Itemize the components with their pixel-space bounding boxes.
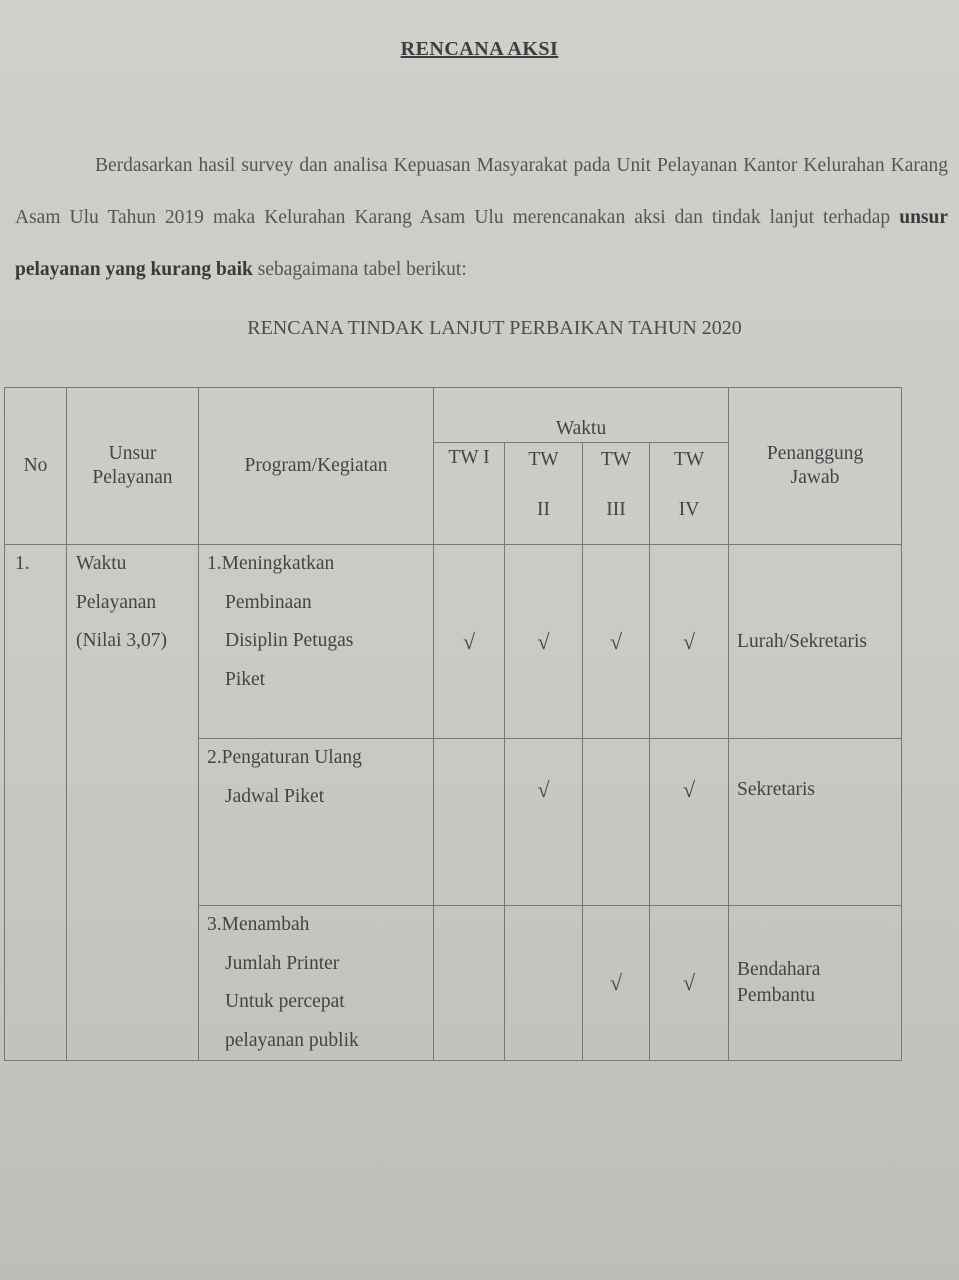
program-line: Piket bbox=[225, 668, 266, 690]
header-tw3-label-a: TW bbox=[600, 449, 632, 470]
header-tw4-label-b: IV bbox=[678, 499, 700, 520]
program-line: 1.Meningkatkan bbox=[207, 553, 335, 574]
check-tw1 bbox=[434, 739, 505, 906]
action-plan-table bbox=[4, 387, 902, 1061]
header-tw2-label-a: TW bbox=[528, 449, 559, 470]
cell-unsur bbox=[67, 545, 199, 1061]
check-tw3 bbox=[583, 739, 650, 906]
cell-responsible: Lurah/Sekretaris bbox=[729, 545, 902, 739]
header-tw2 bbox=[505, 443, 583, 545]
header-program: Program/Kegiatan bbox=[199, 388, 434, 545]
check-tw1: √ bbox=[434, 545, 505, 739]
header-tw3-label-b: III bbox=[606, 499, 626, 520]
row-number: 1. bbox=[15, 553, 30, 574]
program-line: pelayanan publik bbox=[225, 1029, 359, 1051]
cell-program bbox=[199, 545, 434, 739]
cell-responsible: Sekretaris bbox=[729, 739, 902, 906]
header-waktu-label: Waktu bbox=[555, 418, 607, 439]
check-tw2: √ bbox=[505, 739, 583, 906]
check-tw2: √ bbox=[505, 545, 583, 739]
header-tw3 bbox=[583, 443, 650, 545]
table-row bbox=[5, 545, 902, 739]
header-tw1-label: TW I bbox=[448, 447, 490, 468]
intro-paragraph bbox=[15, 140, 948, 296]
intro-text-bold: unsur pelayanan yang kurang baik bbox=[15, 207, 948, 280]
document-title: RENCANA AKSI bbox=[400, 38, 559, 60]
header-penanggung: Penanggung Jawab bbox=[729, 388, 902, 545]
program-line: 2.Pengaturan Ulang bbox=[207, 747, 362, 768]
cell-no bbox=[5, 545, 67, 1061]
header-waktu bbox=[434, 388, 729, 443]
program-line: Pembinaan bbox=[225, 591, 312, 613]
header-no: No bbox=[5, 388, 67, 545]
check-tw3: √ bbox=[583, 545, 650, 739]
unsur-line: Waktu bbox=[76, 553, 127, 574]
program-line: Untuk percepat bbox=[225, 991, 345, 1012]
header-tw4-label-a: TW bbox=[673, 449, 705, 470]
check-tw4: √ bbox=[650, 739, 729, 906]
check-tw2 bbox=[505, 906, 583, 1061]
header-tw1 bbox=[434, 443, 505, 545]
cell-responsible: Bendahara Pembantu bbox=[729, 906, 902, 1061]
program-line: Jumlah Printer bbox=[225, 952, 340, 974]
header-tw4 bbox=[650, 443, 729, 545]
program-line: 3.Menambah bbox=[207, 914, 310, 935]
intro-text-end: sebagaimana tabel berikut: bbox=[252, 259, 467, 280]
program-line: Jadwal Piket bbox=[225, 785, 325, 807]
check-tw4: √ bbox=[650, 906, 729, 1061]
unsur-line: Pelayanan bbox=[76, 591, 157, 613]
header-tw2-label-b: II bbox=[537, 499, 550, 520]
header-row-top bbox=[5, 388, 902, 443]
program-line: Disiplin Petugas bbox=[225, 630, 354, 651]
cell-program bbox=[199, 906, 434, 1061]
unsur-line: (Nilai 3,07) bbox=[76, 630, 167, 651]
table-title: RENCANA TINDAK LANJUT PERBAIKAN TAHUN 2020 bbox=[247, 317, 742, 339]
check-tw1 bbox=[434, 906, 505, 1061]
header-unsur: Unsur Pelayanan bbox=[67, 388, 199, 545]
intro-text-start: Berdasarkan hasil survey dan analisa Kepuasan Masyarakat pada Unit Pelayanan Kantor Kelurahan Karang Asam Ulu Tahun 2019 maka Kelurahan Karang Asam Ulu merencanakan aksi dan tindak lanjut terhadap bbox=[15, 155, 948, 228]
cell-program bbox=[199, 739, 434, 906]
check-tw3: √ bbox=[583, 906, 650, 1061]
check-tw4: √ bbox=[650, 545, 729, 739]
